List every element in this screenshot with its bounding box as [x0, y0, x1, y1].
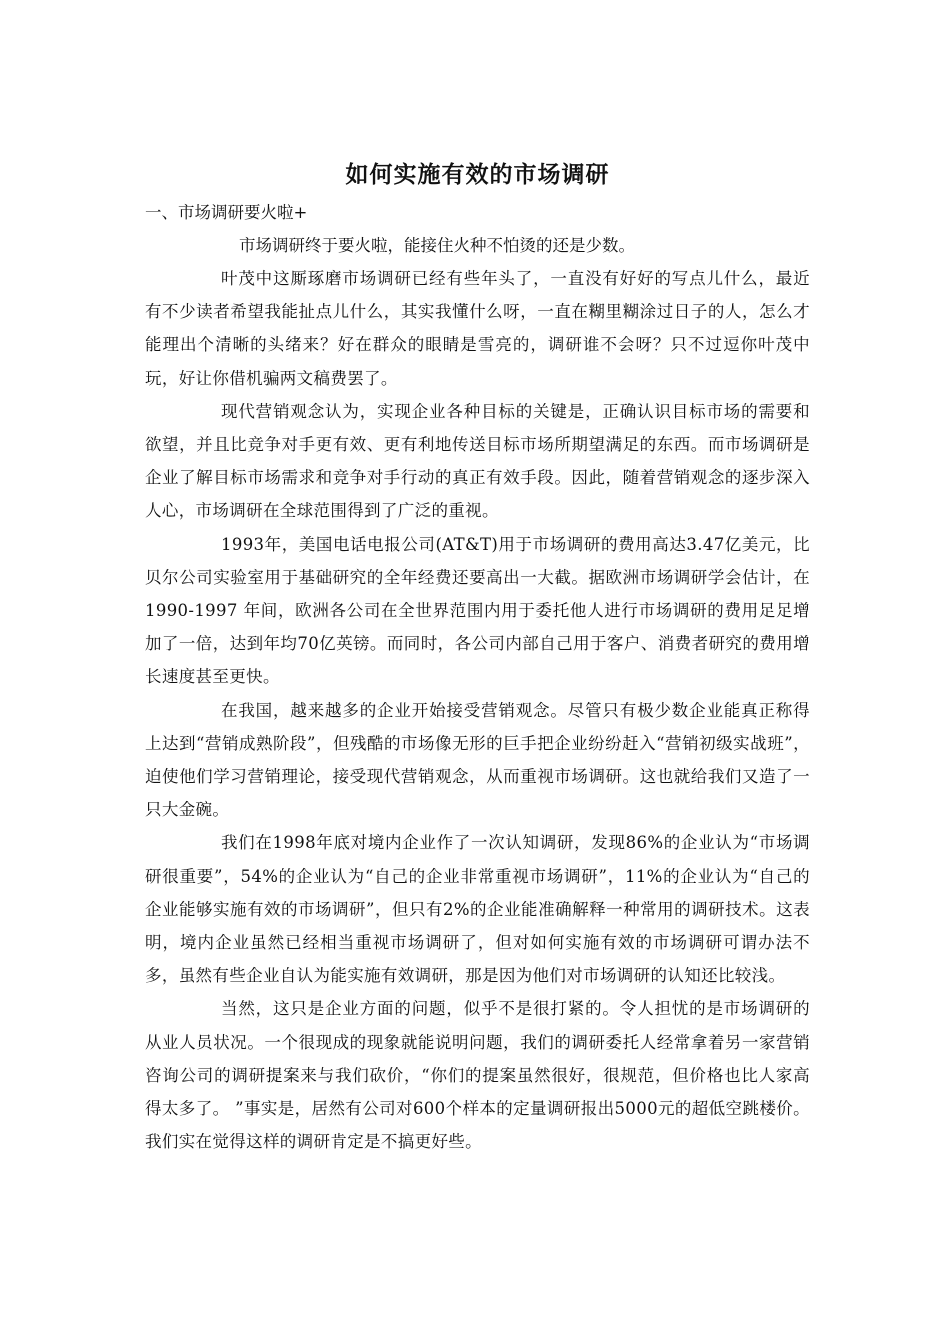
- paragraph-3: 1993年，美国电话电报公司(AT&T)用于市场调研的费用高达3.47亿美元，比贝尔公司实验室用于基础研究的全年经费还要高出一大截。据欧洲市场调研学会估计，在1990-1997 年间，欧洲各公司在全世界范围内用于委托他人进行市场调研的费用足足增加了一倍，达到年均70亿英镑。而同时，各公司内部自己用于客户、消费者研究的费用增长速度甚至更快。: [145, 534, 810, 687]
- section-heading: 一、市场调研要火啦+: [145, 203, 308, 222]
- lead-sentence: 市场调研终于要火啦，能接住火种不怕烫的还是少数。: [239, 236, 635, 255]
- paragraph-1: 叶茂中这厮琢磨市场调研已经有些年头了，一直没有好好的写点儿什么，最近有不少读者希望我能扯点儿什么，其实我懂什么呀，一直在糊里糊涂过日子的人，怎么才能理出个清晰的头绪来？好在群众的眼睛是雪亮的，调研谁不会呀？只不过逗你叶茂中玩，好让你借机骗两文稿费罢了。: [145, 269, 810, 388]
- document-title: 如何实施有效的市场调研: [345, 161, 610, 188]
- paragraph-5: 我们在1998年底对境内企业作了一次认知调研，发现86%的企业认为“市场调研很重要”，54%的企业认为“自己的企业非常重视市场调研”，11%的企业认为“自己的企业能够实施有效的市场调研”，但只有2%的企业能准确解释一种常用的调研技术。这表明，境内企业虽然已经相当重视市场调研了，但对如何实施有效的市场调研可谓办法不多，虽然有些企业自认为能实施有效调研，那是因为他们对市场调研的认知还比较浅。: [145, 833, 810, 986]
- paragraph-2: 现代营销观念认为，实现企业各种目标的关键是，正确认识目标市场的需要和欲望，并且比竞争对手更有效、更有利地传送目标市场所期望满足的东西。而市场调研是企业了解目标市场需求和竞争对手行动的真正有效手段。因此，随着营销观念的逐步深入人心，市场调研在全球范围得到了广泛的重视。: [145, 401, 810, 521]
- document-page: [145, 158, 810, 1158]
- paragraph-6: 当然，这只是企业方面的问题，似乎不是很打紧的。令人担忧的是市场调研的从业人员状况。一个很现成的现象就能说明问题，我们的调研委托人经常拿着另一家营销咨询公司的调研提案来与我们砍价，“你们的提案虽然很好，很规范，但价格也比人家高得太多了。 ”事实是，居然有公司对600个样本的定量调研报出5000元的超低空跳楼价。我们实在觉得这样的调研肯定是不搞更好些。: [145, 999, 810, 1152]
- paragraph-4: 在我国，越来越多的企业开始接受营销观念。尽管只有极少数企业能真正称得上达到“营销成熟阶段”，但残酷的市场像无形的巨手把企业纷纷赶入“营销初级实战班”，迫使他们学习营销理论，接受现代营销观念，从而重视市场调研。这也就给我们又造了一只大金碗。: [145, 700, 810, 820]
